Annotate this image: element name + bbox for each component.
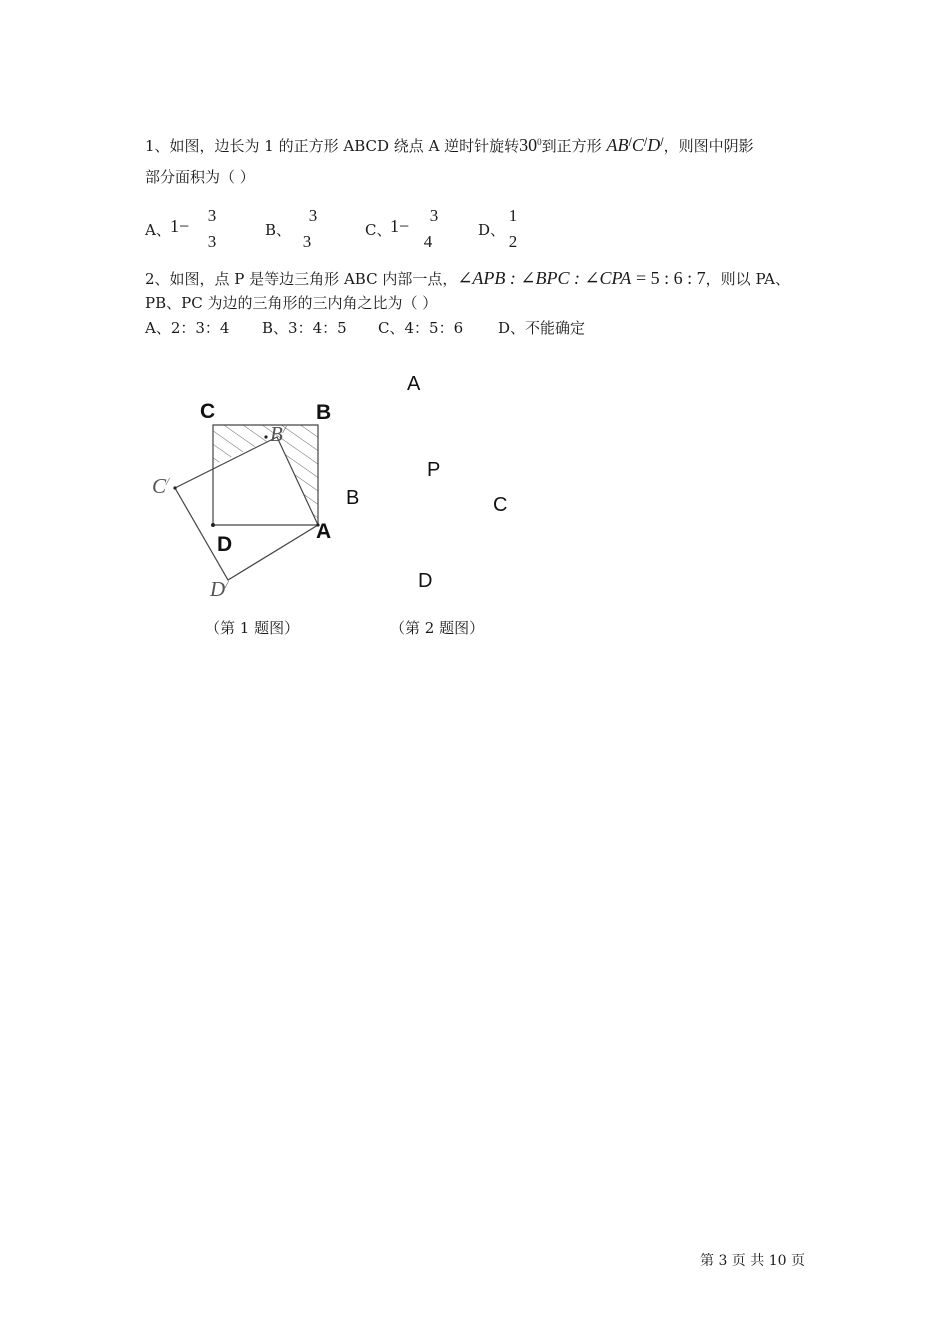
q1-option-a-label: A、: [145, 221, 171, 239]
q1-option-d-label: D、: [478, 221, 506, 239]
q1-option-a-denominator: 3: [207, 232, 217, 251]
fig2-label-d: D: [418, 570, 433, 592]
q1-option-c-denominator: 4: [423, 232, 433, 251]
question2-line1: [145, 268, 790, 289]
q1-square-d: D: [647, 135, 661, 155]
q1-square-c: C: [631, 135, 644, 155]
q1-text-suffix: ，则图中阴影: [663, 137, 754, 155]
figure2-caption: （第 2 题图）: [390, 619, 485, 637]
q1-text-prefix: 1、如图，边长为 1 的正方形 ABCD 绕点 A 逆时针旋转: [145, 137, 520, 155]
fig2-label-p: P: [427, 459, 441, 481]
q2-text-prefix: 2、如图，点 P 是等边三角形 ABC 内部一点，: [145, 270, 458, 288]
shaded-region: [213, 425, 318, 525]
fig1-label-b-prime-letter: B: [270, 422, 283, 446]
fig1-label-c-prime-letter: C: [152, 474, 167, 498]
q2-option-c: C、4：5：6: [378, 319, 464, 337]
q2-angle-expression: ∠APB : ∠BPC : ∠CPA: [457, 268, 632, 288]
question2-line2: PB、PC 为边的三角形的三内角之比为（ ）: [145, 294, 438, 312]
fig1-label-c: C: [200, 400, 216, 423]
q1-option-c-prefix: 1−: [390, 216, 410, 236]
fig1-label-a: A: [316, 520, 332, 543]
vertex-dot-c-prime: [173, 486, 176, 489]
q1-angle-value: 30: [519, 135, 538, 155]
q1-prime-d: /: [660, 137, 664, 148]
fig1-label-d-prime-letter: D: [210, 577, 226, 601]
figure1-diagram: [160, 410, 360, 610]
q2-option-a: A、2：3：4: [145, 319, 230, 337]
q1-option-b-denominator: 3: [302, 232, 312, 251]
vertex-dot-b-prime: [264, 435, 267, 438]
q1-option-b-numerator: 3: [308, 206, 318, 225]
q2-option-d: D、不能确定: [498, 319, 586, 337]
fig1-label-b-prime: [270, 422, 286, 447]
fig1-label-c-prime: [152, 474, 169, 499]
fig1-label-b-prime-mark: /: [282, 424, 286, 436]
fig2-label-b: B: [346, 487, 360, 509]
fig1-label-b: B: [316, 401, 332, 424]
figure1-caption: （第 1 题图）: [205, 619, 300, 637]
q1-option-c-label: C、: [365, 221, 392, 239]
q1-prime-b: /: [628, 137, 632, 148]
q1-option-b-label: B、: [265, 221, 292, 239]
question1-line2: 部分面积为（ ）: [145, 168, 255, 186]
q1-prime-c: /: [643, 137, 648, 148]
q1-text-mid: 到正方形: [541, 137, 602, 155]
fig1-label-d-prime-mark: /: [225, 579, 229, 591]
q2-option-b: B、3：4：5: [262, 319, 347, 337]
question1-line1: [145, 132, 754, 156]
fig2-label-c: C: [493, 494, 508, 516]
q2-angle-ratio: = 5 : 6 : 7: [636, 268, 706, 288]
fig2-label-a: A: [407, 373, 421, 395]
q1-angle-degree: 0: [537, 137, 542, 147]
fig1-label-c-prime-mark: /: [166, 476, 170, 488]
fig1-label-d: D: [217, 533, 233, 556]
q1-option-d-denominator: 2: [508, 232, 518, 251]
q2-text-suffix: ，则以 PA、: [705, 270, 790, 288]
vertex-dot-d: [211, 523, 215, 527]
page-number: 第 3 页 共 10 页: [700, 1253, 805, 1269]
fig1-label-d-prime: [210, 577, 228, 602]
q1-option-a-numerator: 3: [207, 206, 217, 225]
q1-option-c-numerator: 3: [429, 206, 439, 225]
q1-option-a-prefix: 1−: [170, 216, 190, 236]
q1-option-d-numerator: 1: [508, 206, 518, 225]
q1-square-ab: AB: [606, 135, 629, 155]
